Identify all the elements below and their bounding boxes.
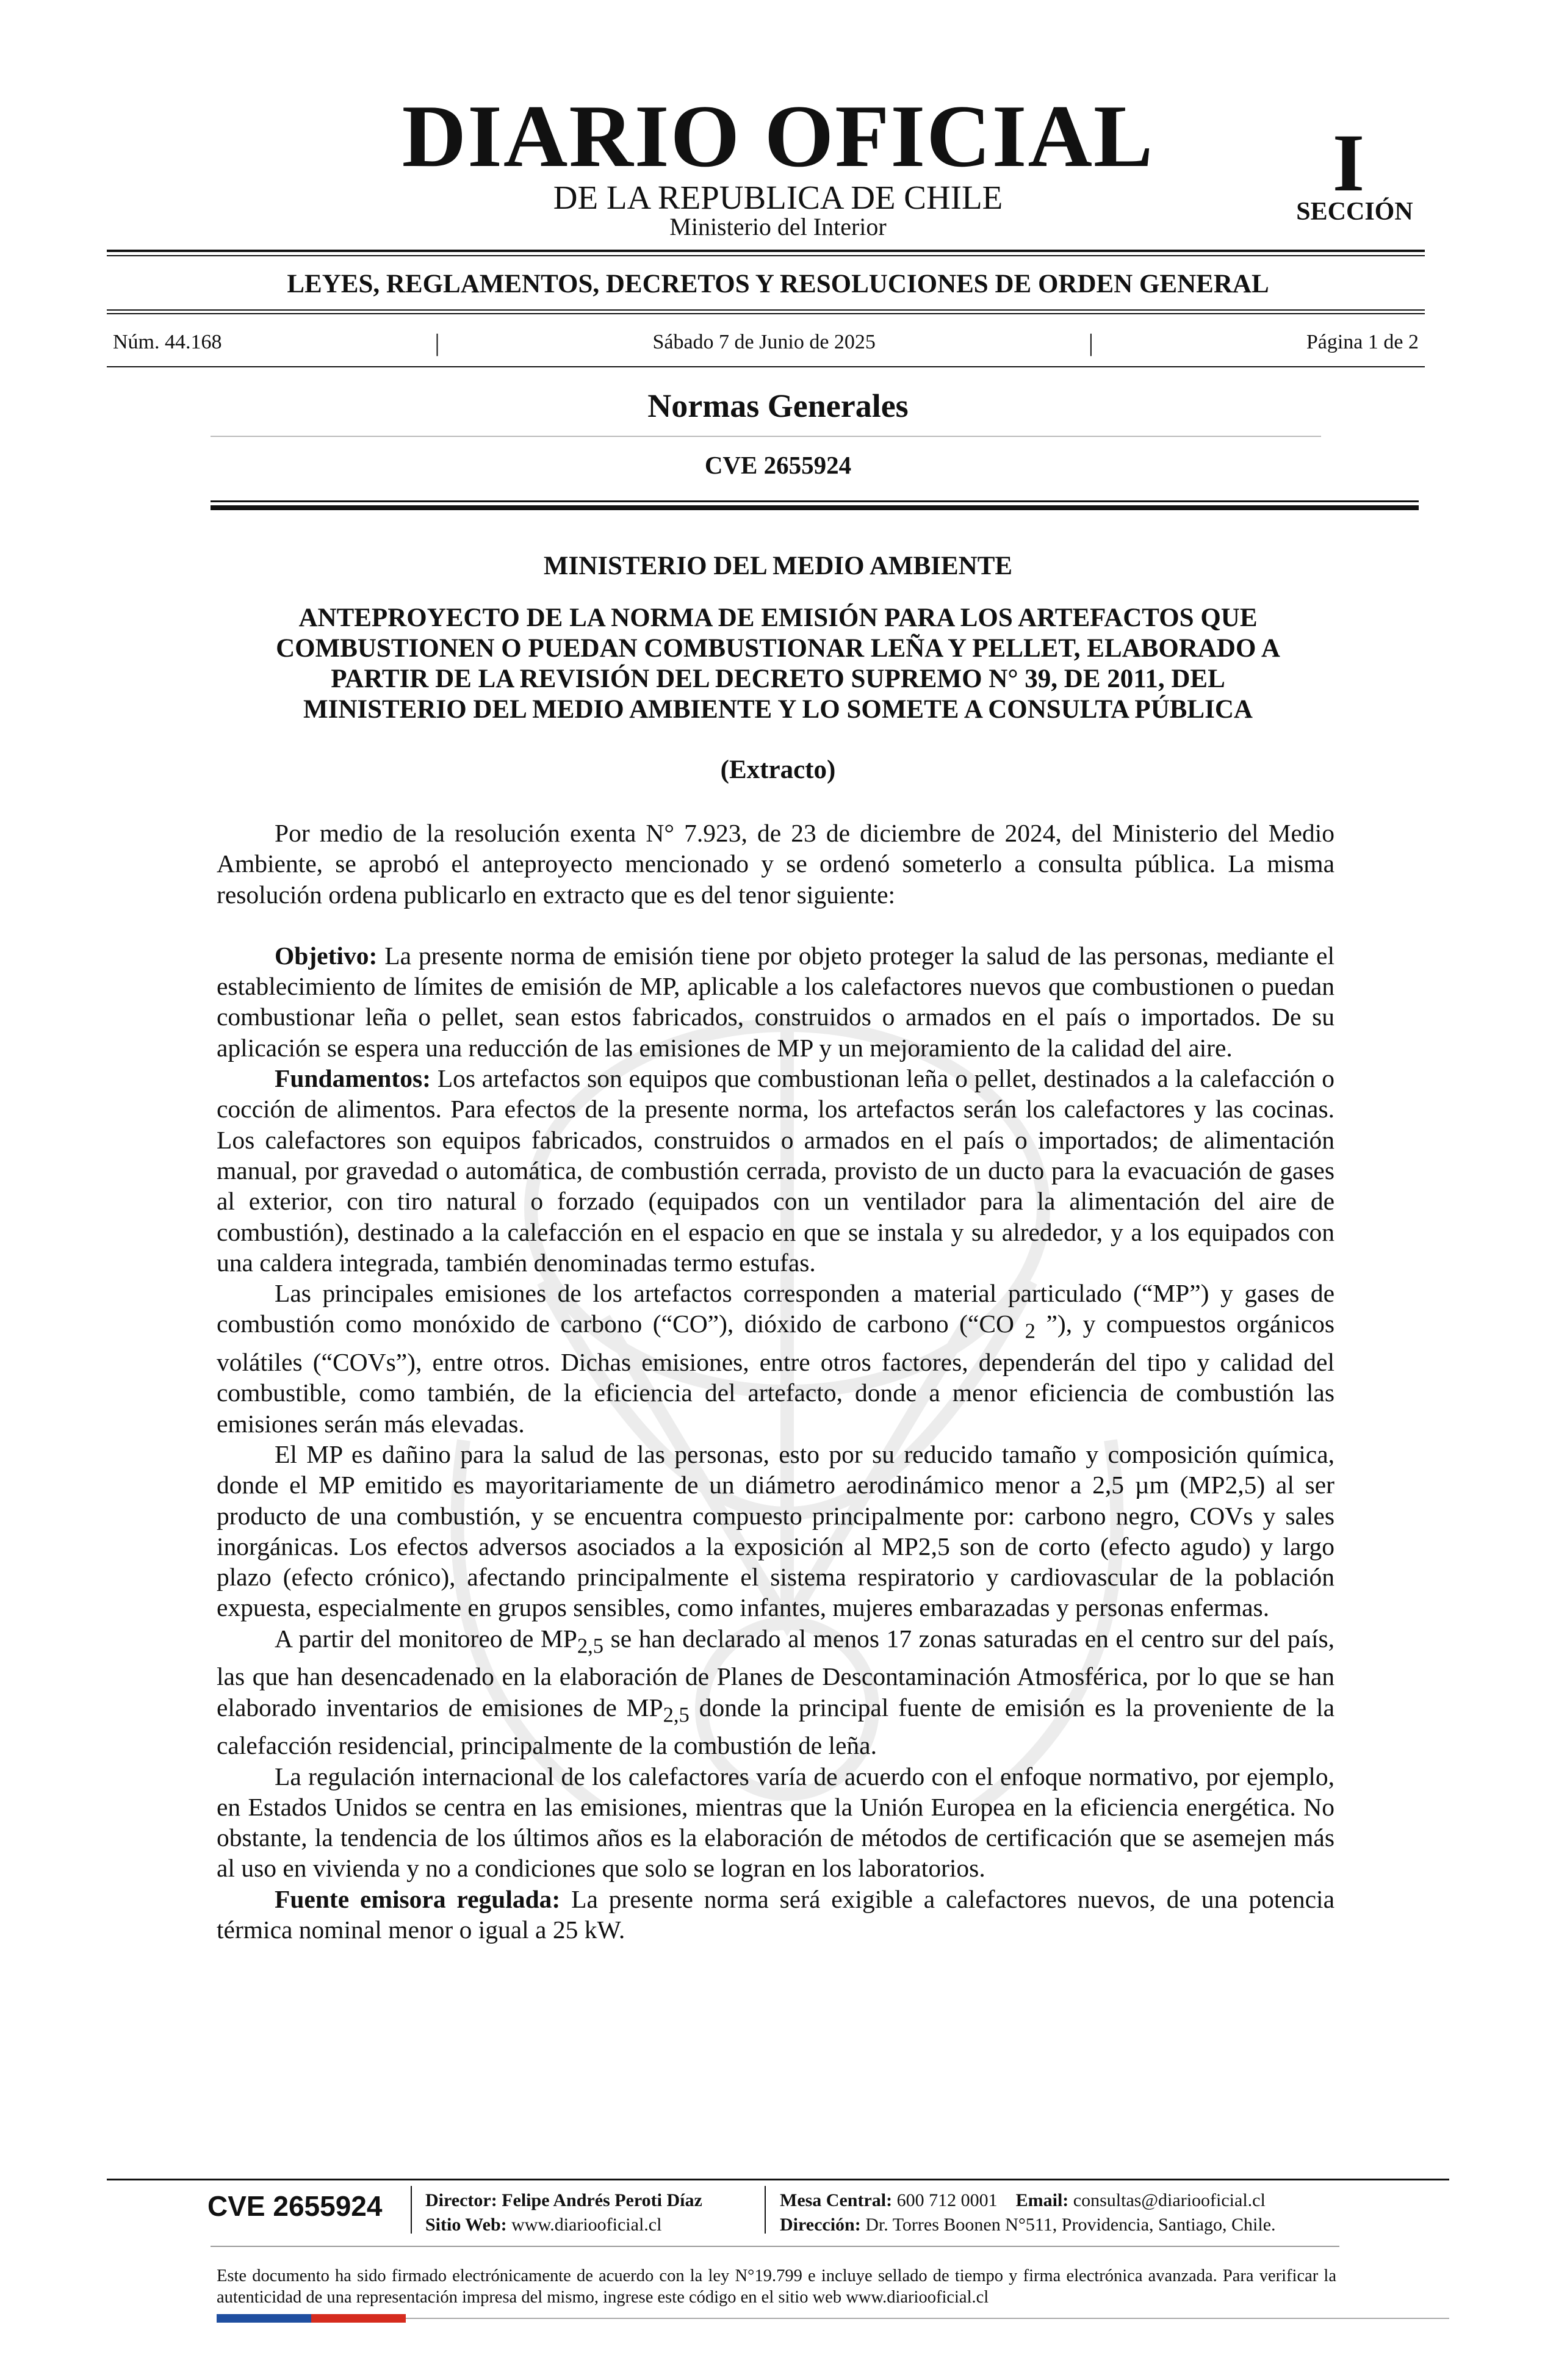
monitoring-text-c: donde la principal fuente de emisión es la proveniente de la calefacción residencial, principalmente de la combustión de leña. bbox=[217, 1693, 1334, 1760]
meta-separator: | bbox=[434, 329, 440, 356]
signature-disclaimer: Este documento ha sido firmado electrónicamente de acuerdo con la ley N°19.799 e incluye sellado de tiempo y firma electrónica avanzada. Para verificar la autenticidad de una representación impresa del mismo, ingrese este código en el sitio web www.diariooficial.cl bbox=[217, 2266, 1336, 2307]
director-name: Felipe Andrés Peroti Díaz bbox=[502, 2190, 702, 2210]
fuente-label: Fuente emisora regulada: bbox=[275, 1884, 561, 1913]
fuente-text: La presente norma será exigible a calefactores nuevos, de una potencia térmica nominal menor o igual a 25 kW. bbox=[217, 1884, 1334, 1944]
cve-code-top: CVE 2655924 bbox=[704, 451, 852, 479]
flag-blue-segment bbox=[217, 2314, 311, 2323]
masthead-ministry: Ministerio del Interior bbox=[669, 213, 887, 240]
laws-rule bbox=[107, 309, 1425, 311]
cve-rule-thick bbox=[211, 505, 1419, 510]
mp-health-paragraph: El MP es dañino para la salud de las personas, esto por su reducido tamaño y composición química, donde el MP emitido es mayoritariamente de un diámetro aerodinámico menor a 2,5 µm (MP2,5) al ser producto de una combustión, y se encuentra compuesto principalmente por: carbono negro, COVs y sales inorgánicas. Los efectos adversos asociados a la exposición al MP2,5 son de corto (efecto agudo) y largo plazo (efecto crónico), afectando principalmente el sistema respiratorio y cardiovascular de la población expuesta, especialmente en grupos sensibles, como infantes, mujeres embarazadas y personas enfermas. bbox=[217, 1440, 1334, 1622]
flag-red-segment bbox=[311, 2314, 406, 2323]
article-title bbox=[201, 603, 1355, 725]
website-link[interactable]: www.diariooficial.cl bbox=[511, 2215, 662, 2235]
category-divider bbox=[211, 436, 1321, 437]
extract-label: (Extracto) bbox=[720, 755, 836, 784]
issue-date: Sábado 7 de Junio de 2025 bbox=[652, 331, 876, 353]
cve-rule bbox=[211, 500, 1419, 502]
footer-director-block bbox=[425, 2188, 702, 2237]
article-title-line: MINISTERIO DEL MEDIO AMBIENTE Y LO SOMETE A CONSULTA PÚBLICA bbox=[303, 695, 1253, 724]
emissions-paragraph bbox=[217, 1278, 1334, 1439]
article-title-line: PARTIR DE LA REVISIÓN DEL DECRETO SUPREMO N° 39, DE 2011, DEL bbox=[331, 665, 1225, 693]
footer-rule bbox=[107, 2179, 1449, 2180]
ministry-heading: MINISTERIO DEL MEDIO AMBIENTE bbox=[543, 552, 1013, 580]
website-label: Sitio Web: bbox=[425, 2215, 507, 2235]
email-label: Email: bbox=[1015, 2190, 1069, 2210]
article-body bbox=[217, 818, 1334, 1945]
issue-meta-row bbox=[113, 329, 1419, 356]
flag-bar-line bbox=[406, 2318, 1449, 2319]
address-value: Dr. Torres Boonen N°511, Providencia, Santiago, Chile. bbox=[865, 2215, 1276, 2235]
fundamentos-label: Fundamentos: bbox=[275, 1064, 431, 1093]
intro-paragraph: Por medio de la resolución exenta N° 7.923, de 23 de diciembre de 2024, del Ministerio del Medio Ambiente, se aprobó el anteproyecto mencionado y se ordenó someterlo a consulta pública. La misma resolución ordena publicarlo en extracto que es del tenor siguiente: bbox=[217, 819, 1334, 909]
footer-divider bbox=[411, 2186, 412, 2234]
international-paragraph: La regulación internacional de los calefactores varía de acuerdo con el enfoque normativo, por ejemplo, en Estados Unidos se centra en las emisiones, mientras que la Unión Europea en la eficiencia energética. No obstante, la tendencia de los últimos años es la elaboración de métodos de certificación que se asemejen más al uso en vivienda y no a condiciones que solo se logran en los laboratorios. bbox=[217, 1762, 1334, 1883]
objetivo-paragraph bbox=[217, 940, 1334, 1063]
address-label: Dirección: bbox=[780, 2215, 861, 2235]
director-label: Director: bbox=[425, 2190, 497, 2210]
objetivo-text: La presente norma de emisión tiene por objeto proteger la salud de las personas, mediante el establecimiento de límites de emisión de MP, aplicable a los calefactores nuevos que combustionen o puedan combustionar leña o pellet, sean estos fabricados, construidos o armados en el país o importados. De su aplicación se espera una reducción de las emisiones de MP y un mejoramiento de la calidad del aire. bbox=[217, 941, 1334, 1062]
issue-number: Núm. 44.168 bbox=[113, 331, 222, 353]
article-title-line: ANTEPROYECTO DE LA NORMA DE EMISIÓN PARA LOS ARTEFACTOS QUE bbox=[298, 604, 1258, 632]
section-numeral: I bbox=[1332, 118, 1365, 209]
masthead-subtitle: DE LA REPUBLICA DE CHILE bbox=[553, 179, 1003, 216]
meta-separator: | bbox=[1088, 329, 1093, 356]
category-title: Normas Generales bbox=[647, 388, 909, 424]
footer-divider bbox=[765, 2186, 766, 2234]
emissions-text-a: Las principales emisiones de los artefactos corresponden a material particulado (“MP”) y gases de combustión como monóxido de carbono (“CO”), dióxido de carbono (“CO bbox=[217, 1279, 1334, 1338]
laws-heading: LEYES, REGLAMENTOS, DECRETOS Y RESOLUCIONES DE ORDEN GENERAL bbox=[287, 270, 1269, 298]
page-indicator: Página 1 de 2 bbox=[1306, 331, 1419, 353]
mesa-label: Mesa Central: bbox=[780, 2190, 893, 2210]
monitoring-paragraph bbox=[217, 1623, 1334, 1761]
fuente-paragraph bbox=[217, 1884, 1334, 1945]
fundamentos-paragraph bbox=[217, 1063, 1334, 1278]
mesa-phone: 600 712 0001 bbox=[896, 2190, 998, 2210]
mp25-subscript: 2,5 bbox=[663, 1703, 690, 1726]
header-rule-top-thin bbox=[107, 255, 1425, 256]
email-link[interactable]: consultas@diariooficial.cl bbox=[1073, 2190, 1266, 2210]
footer-cve-code: CVE 2655924 bbox=[207, 2190, 383, 2222]
meta-rule bbox=[107, 366, 1425, 367]
monitoring-text-a: A partir del monitoreo de MP bbox=[275, 1624, 577, 1653]
emissions-text-b: ”), y compuestos orgánicos volátiles (“COVs”), entre otros. Dichas emisiones, entre otros factores, dependerán del tipo y calidad del combustible, como también, de la eficiencia del artefacto, donde a menor eficiencia de combustión las emisiones serán más elevadas. bbox=[217, 1310, 1335, 1438]
section-label: SECCIÓN bbox=[1296, 198, 1413, 226]
masthead-title: DIARIO OFICIAL bbox=[402, 87, 1154, 186]
objetivo-label: Objetivo: bbox=[275, 941, 378, 970]
article-title-line: COMBUSTIONEN O PUEDAN COMBUSTIONAR LEÑA Y PELLET, ELABORADO A bbox=[276, 634, 1280, 663]
header-rule-top bbox=[107, 250, 1425, 252]
flag-color-bar bbox=[217, 2314, 406, 2323]
mp25-subscript: 2,5 bbox=[577, 1634, 604, 1658]
monitoring-text-b: se han declarado al menos 17 zonas saturadas en el centro sur del país, las que han desencadenado en la elaboración de Planes de Descontaminación Atmosférica, por lo que se han elaborado inventarios de emisiones de MP bbox=[217, 1624, 1334, 1722]
laws-rule-thin bbox=[107, 313, 1425, 314]
co2-subscript: 2 bbox=[1025, 1319, 1036, 1343]
footer-separator bbox=[211, 2246, 1339, 2247]
fundamentos-text: Los artefactos son equipos que combustionan leña o pellet, destinados a la calefacción o cocción de alimentos. Para efectos de la presente norma, los artefactos serán los calefactores y las cocinas. Los calefactores son equipos fabricados, construidos o armados en el país o importados; de alimentación manual, por gravedad o automática, de combustión cerrada, provisto de un ducto para la evacuación de gases al exterior, con tiro natural o forzado (equipados con un ventilador para la alimentación del aire de combustión), destinado a la calefacción en el espacio en que se instala y su alrededor, y a los equipados con una caldera integrada, también denominadas termo estufas. bbox=[217, 1064, 1334, 1277]
footer-contact-block bbox=[780, 2188, 1276, 2237]
